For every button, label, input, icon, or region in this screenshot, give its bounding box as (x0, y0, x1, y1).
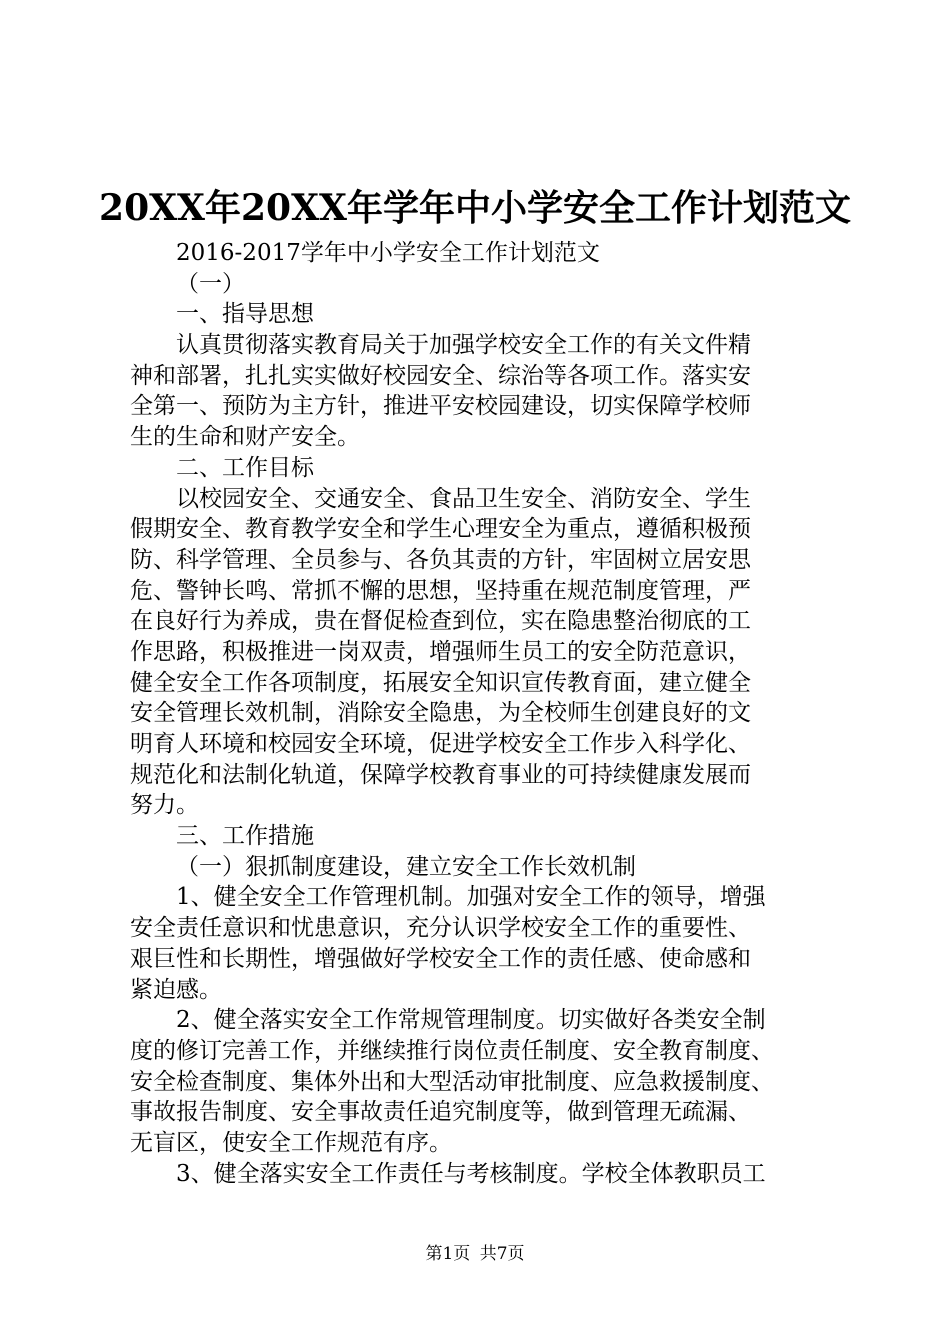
paragraph-line: 艰巨性和长期性，增强做好学校安全工作的责任感、使命感和 (130, 945, 751, 972)
heading-guiding-ideology: 一、指导思想 (176, 301, 314, 328)
paragraph-line: 度的修订完善工作，并继续推行岗位责任制度、安全教育制度、 (130, 1037, 774, 1064)
paragraph-line: 安全责任意识和忧患意识，充分认识学校安全工作的重要性、 (130, 915, 751, 942)
heading-work-measures: 三、工作措施 (176, 823, 314, 850)
paragraph-line: 防、科学管理、全员参与、各负其责的方针，牢固树立居安思 (130, 546, 751, 573)
paragraph-line: 在良好行为养成，贵在督促检查到位，实在隐患整治彻底的工 (130, 608, 751, 635)
page-total: 共7页 (479, 1244, 525, 1264)
section-number: （一） (176, 270, 245, 297)
paragraph-line: 明育人环境和校园安全环境，促进学校安全工作步入科学化、 (130, 731, 751, 757)
subheading-system-building: （一）狠抓制度建设，建立安全工作长效机制 (176, 853, 636, 880)
page-footer (0, 1243, 950, 1265)
paragraph-line: 认真贯彻落实教育局关于加强学校安全工作的有关文件精 (176, 332, 751, 359)
paragraph-line: 规范化和法制化轨道，保障学校教育事业的可持续健康发展而 (130, 761, 751, 788)
paragraph-line: 作思路，积极推进一岗双责，增强师生员工的安全防范意识， (130, 638, 751, 665)
paragraph-line: 安全管理长效机制，消除安全隐患，为全校师生创建良好的文 (130, 700, 751, 727)
paragraph-line: 危、警钟长鸣、常抓不懈的思想，坚持重在规范制度管理，严 (130, 577, 751, 604)
paragraph-line: 无盲区，使安全工作规范有序。 (130, 1129, 452, 1156)
paragraph-line: 1、健全安全工作管理机制。加强对安全工作的领导，增强 (176, 884, 766, 911)
paragraph-line: 2、健全落实安全工作常规管理制度。切实做好各类安全制 (176, 1007, 766, 1034)
heading-work-goals: 二、工作目标 (176, 454, 314, 481)
document-body (130, 238, 830, 1189)
subtitle-line: 2016-2017学年中小学安全工作计划范文 (176, 240, 600, 266)
paragraph-line: 假期安全、教育教学安全和学生心理安全为重点，遵循积极预 (130, 516, 751, 543)
paragraph-line: 3、健全落实安全工作责任与考核制度。学校全体教职员工 (176, 1160, 766, 1187)
paragraph-line: 以校园安全、交通安全、食品卫生安全、消防安全、学生 (176, 485, 751, 512)
paragraph-line: 健全安全工作各项制度，拓展安全知识宣传教育面，建立健全 (130, 669, 751, 696)
paragraph-line: 全第一、预防为主方针，推进平安校园建设，切实保障学校师 (130, 393, 751, 420)
paragraph-line: 神和部署，扎扎实实做好校园安全、综治等各项工作。落实安 (130, 362, 751, 389)
paragraph-line: 事故报告制度、安全事故责任追究制度等，做到管理无疏漏、 (130, 1099, 751, 1126)
paragraph-line: 生的生命和财产安全。 (130, 424, 360, 451)
paragraph-line: 安全检查制度、集体外出和大型活动审批制度、应急救援制度、 (130, 1068, 774, 1095)
document-title: 20XX年20XX年学年中小学安全工作计划范文 (99, 187, 851, 229)
paragraph-line: 紧迫感。 (130, 976, 222, 1003)
paragraph-line: 努力。 (130, 792, 199, 819)
page-number: 第1页 (425, 1244, 471, 1264)
